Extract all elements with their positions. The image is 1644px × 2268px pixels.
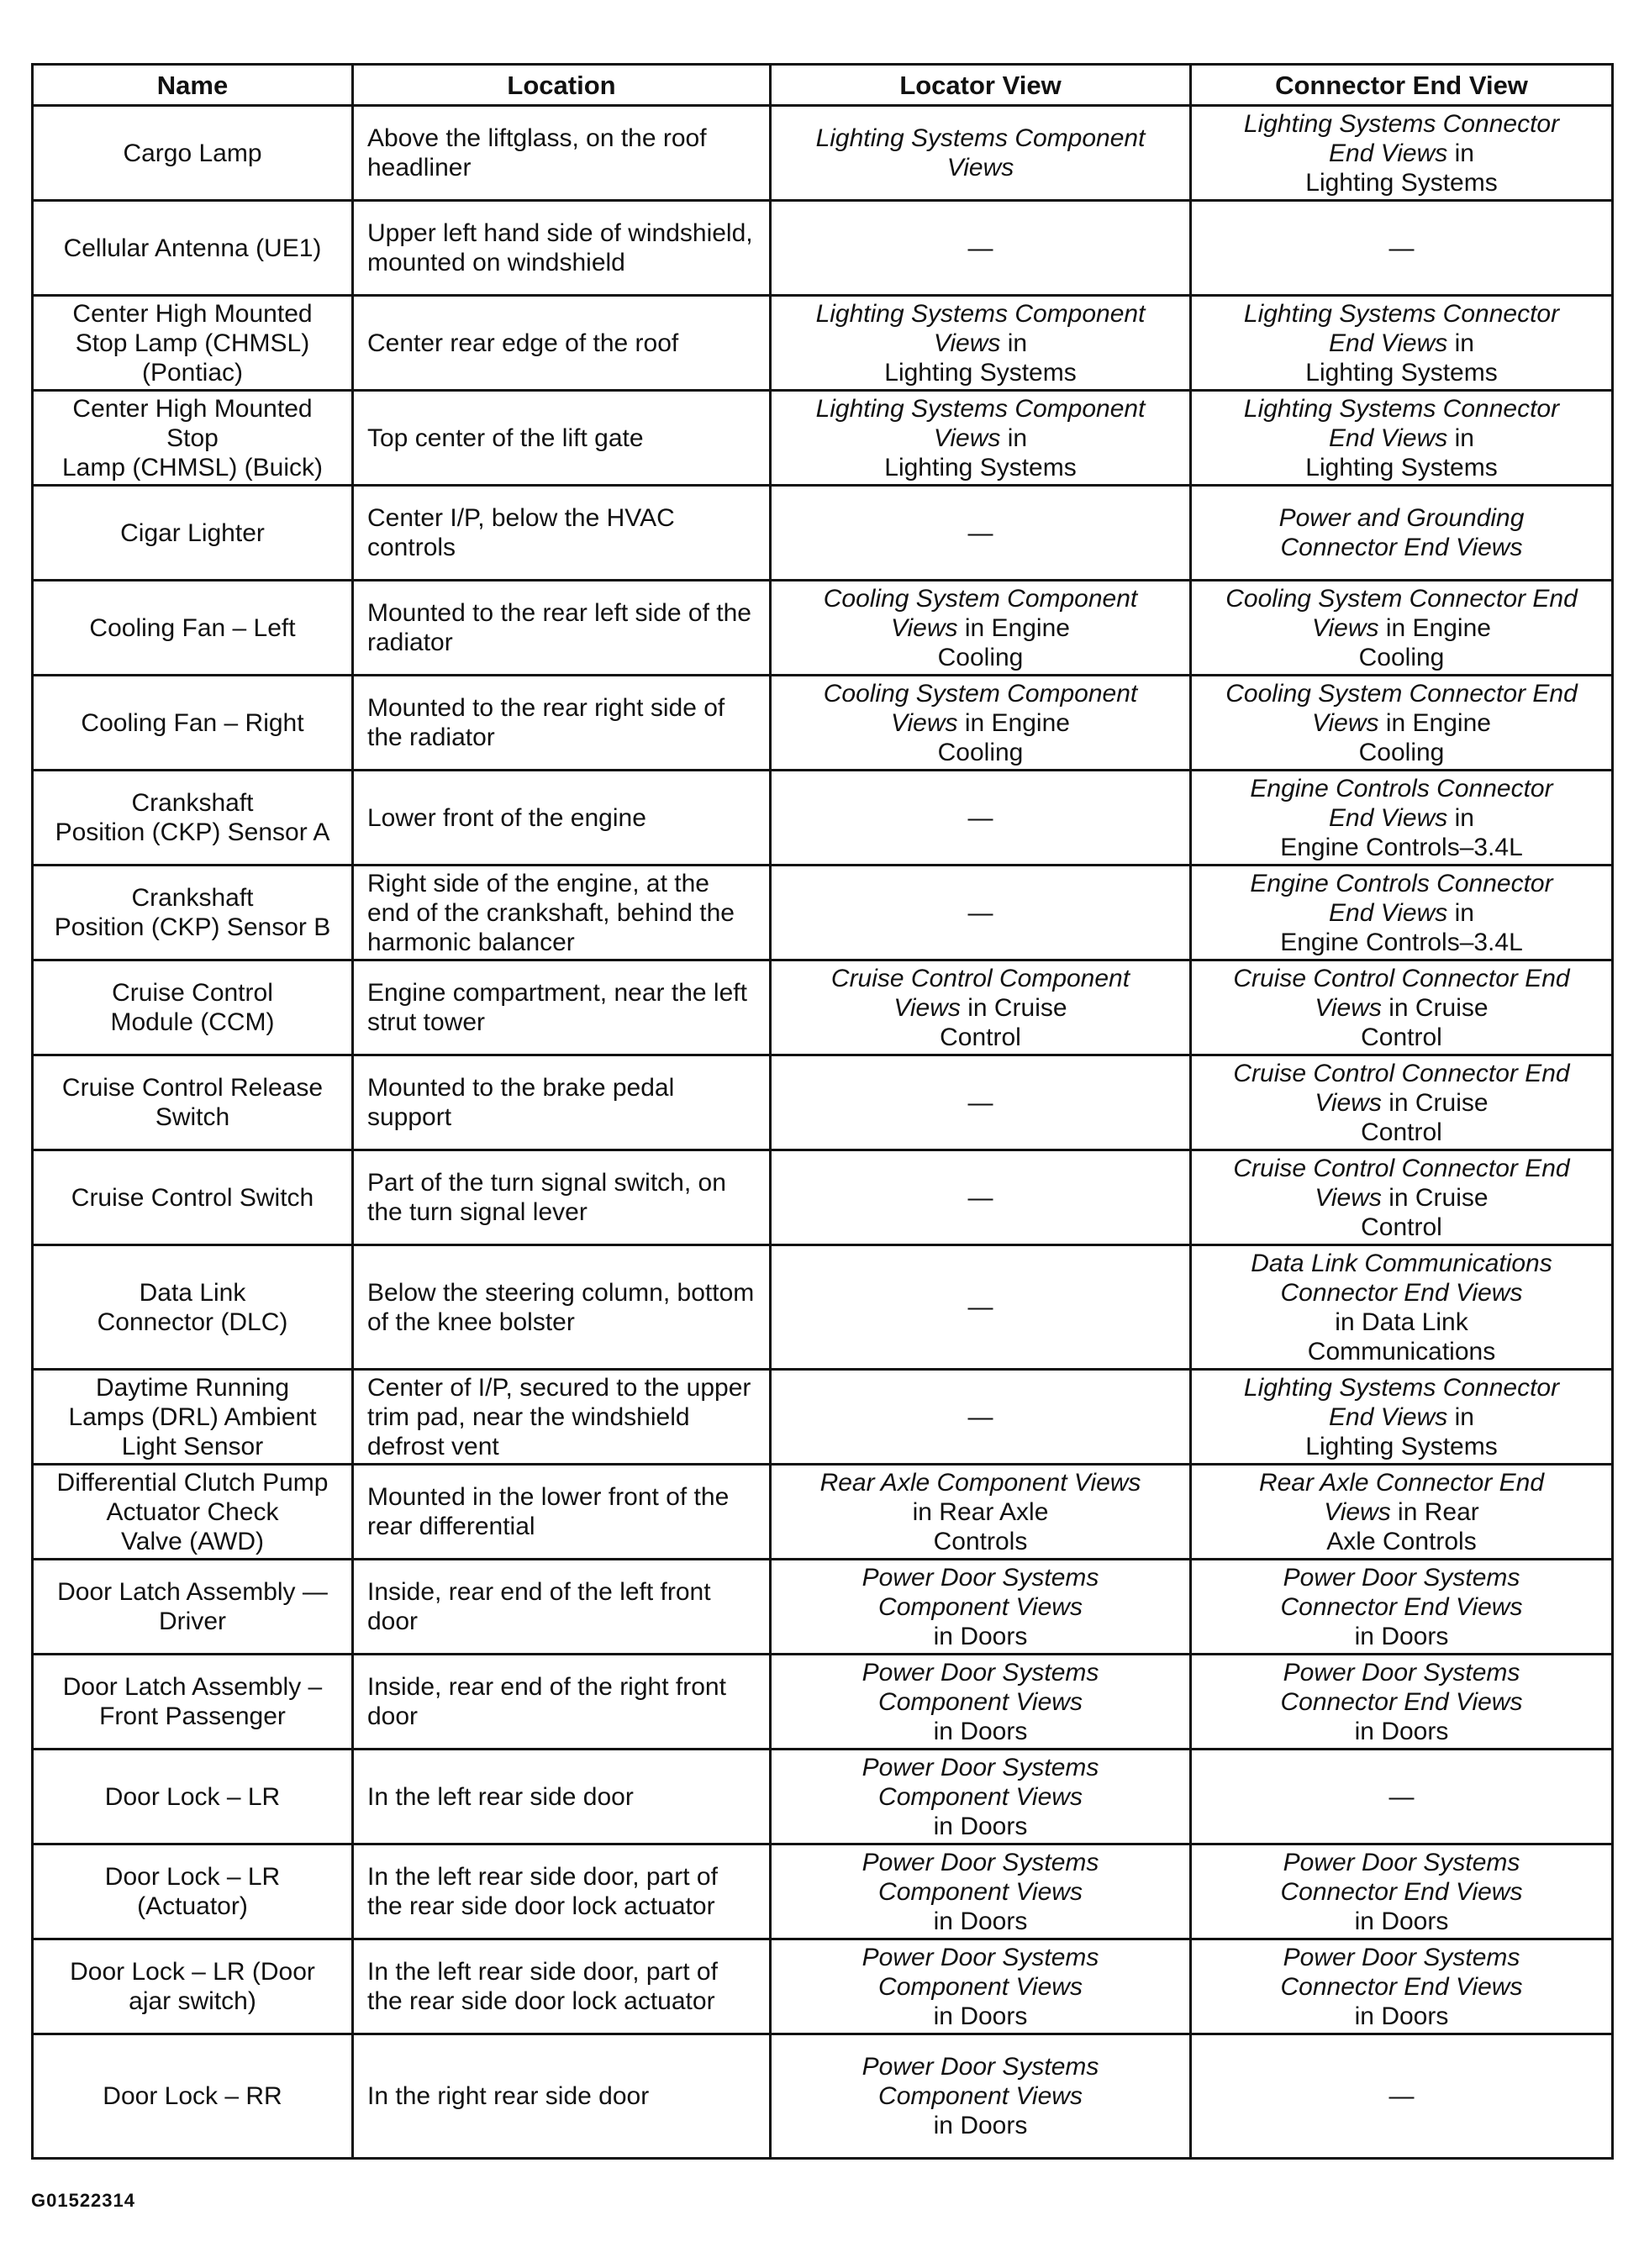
connector-view-ref: Cruise Control Connector End Views [1233,1059,1570,1117]
table-row [33,1655,1613,1750]
table-row [33,1370,1613,1465]
cell-connector-end-view [1191,960,1613,1055]
table-row [33,106,1613,201]
cell-connector-end-view [1191,106,1613,201]
header-name: Name [33,65,353,106]
connector-view-suffix: in Doors [1354,1717,1449,1745]
connector-view-ref: Lighting Systems Connector End Views [1243,109,1560,167]
cell-name: Cigar Lighter [33,486,353,581]
locator-view-suffix: in Lighting Systems [884,329,1077,387]
connector-view-suffix: in Cruise Control [1361,1183,1489,1241]
locator-view-ref: Power Door Systems Component Views [862,2053,1099,2110]
cell-name: Door Latch Assembly — Driver [33,1560,353,1655]
locator-view-ref: Cruise Control Component Views [830,964,1130,1022]
cell-connector-end-view [1191,201,1613,296]
cell-connector-end-view [1191,1055,1613,1150]
cell-location: Mounted to the brake pedal support [353,1055,771,1150]
cell-name: Door Lock – RR [33,2034,353,2159]
locator-view-ref: Lighting Systems Component Views [815,299,1146,357]
connector-view-suffix: in Lighting Systems [1305,139,1498,197]
connector-view-ref: Power Door Systems Connector End Views [1280,1658,1523,1716]
cell-location: Mounted to the rear left side of the radiator [353,581,771,676]
cell-location: In the left rear side door [353,1750,771,1844]
cell-name: Cruise Control Switch [33,1150,353,1245]
cell-name: Daytime Running Lamps (DRL) Ambient Light Sensor [33,1370,353,1465]
connector-view-ref: Power Door Systems Connector End Views [1280,1943,1523,2001]
locator-view-suffix: — [967,803,993,832]
cell-locator-view [771,296,1191,391]
component-locator-table-container [31,63,1611,2160]
cell-locator-view [771,1055,1191,1150]
cell-connector-end-view [1191,1370,1613,1465]
cell-connector-end-view [1191,866,1613,960]
cell-locator-view [771,1750,1191,1844]
connector-view-ref: Power Door Systems Connector End Views [1280,1563,1523,1621]
cell-location: Mounted in the lower front of the rear differential [353,1465,771,1560]
table-row [33,771,1613,866]
table-row [33,581,1613,676]
table-row [33,391,1613,486]
cell-connector-end-view [1191,1655,1613,1750]
connector-view-ref: Engine Controls Connector End Views [1250,869,1553,927]
cell-name: Door Lock – LR [33,1750,353,1844]
locator-view-ref: Rear Axle Component Views [819,1468,1141,1497]
table-row [33,201,1613,296]
component-locator-table [31,63,1614,2160]
cell-location: Part of the turn signal switch, on the turn signal lever [353,1150,771,1245]
cell-location: Lower front of the engine [353,771,771,866]
cell-connector-end-view [1191,296,1613,391]
cell-connector-end-view [1191,1245,1613,1370]
cell-location: Inside, rear end of the right front door [353,1655,771,1750]
cell-connector-end-view [1191,1465,1613,1560]
cell-locator-view [771,1560,1191,1655]
cell-connector-end-view [1191,2034,1613,2159]
header-connector-end-view: Connector End View [1191,65,1613,106]
cell-connector-end-view [1191,486,1613,581]
cell-locator-view [771,106,1191,201]
table-row [33,1150,1613,1245]
connector-view-ref: Cruise Control Connector End Views [1233,1154,1570,1212]
cell-name: Cruise Control Release Switch [33,1055,353,1150]
locator-view-suffix: in Doors [933,1812,1028,1840]
locator-view-ref: Power Door Systems Component Views [862,1753,1099,1811]
cell-location: Right side of the engine, at the end of the crankshaft, behind the harmonic balancer [353,866,771,960]
connector-view-suffix: — [1388,234,1415,262]
cell-connector-end-view [1191,1844,1613,1939]
cell-locator-view [771,1150,1191,1245]
table-row [33,960,1613,1055]
connector-view-ref: Lighting Systems Connector End Views [1243,394,1560,452]
locator-view-suffix: in Cruise Control [940,993,1067,1051]
cell-name: Crankshaft Position (CKP) Sensor B [33,866,353,960]
locator-view-ref: Cooling System Component Views [823,584,1138,642]
cell-connector-end-view [1191,1750,1613,1844]
cell-connector-end-view [1191,1560,1613,1655]
table-row [33,866,1613,960]
table-row [33,296,1613,391]
connector-view-suffix: in Lighting Systems [1305,424,1498,481]
cell-name: Crankshaft Position (CKP) Sensor A [33,771,353,866]
connector-view-ref: Power Door Systems Connector End Views [1280,1848,1523,1906]
locator-view-ref: Power Door Systems Component Views [862,1563,1099,1621]
cell-connector-end-view [1191,676,1613,771]
connector-view-ref: Engine Controls Connector End Views [1250,774,1553,832]
cell-locator-view [771,2034,1191,2159]
cell-name: Cargo Lamp [33,106,353,201]
cell-location: Upper left hand side of windshield, mounted on windshield [353,201,771,296]
locator-view-suffix: — [967,518,993,547]
cell-locator-view [771,1370,1191,1465]
cell-connector-end-view [1191,1939,1613,2034]
locator-view-suffix: — [967,1402,993,1431]
locator-view-suffix: — [967,1183,993,1212]
table-row [33,1055,1613,1150]
locator-view-suffix: in Doors [933,1717,1028,1745]
locator-view-ref: Lighting Systems Component Views [815,394,1146,452]
figure-code: G01522314 [31,2190,135,2211]
locator-view-suffix: in Engine Cooling [937,613,1070,671]
table-body [33,106,1613,2159]
cell-locator-view [771,771,1191,866]
locator-view-ref: Power Door Systems Component Views [862,1848,1099,1906]
cell-name: Center High Mounted Stop Lamp (CHMSL) (Pontiac) [33,296,353,391]
locator-view-suffix: in Doors [933,1622,1028,1650]
connector-view-suffix: in Engine Controls–3.4L [1280,803,1523,861]
cell-name: Cellular Antenna (UE1) [33,201,353,296]
locator-view-suffix: — [967,1293,993,1321]
cell-location: Center I/P, below the HVAC controls [353,486,771,581]
locator-view-suffix: — [967,898,993,927]
locator-view-suffix: in Rear Axle Controls [912,1497,1049,1555]
connector-view-ref: Data Link Communications Connector End Views [1251,1249,1552,1307]
connector-view-suffix: in Doors [1354,1622,1449,1650]
connector-view-ref: Power and Grounding Connector End Views [1278,504,1525,561]
cell-locator-view [771,1939,1191,2034]
connector-view-suffix: in Engine Controls–3.4L [1280,898,1523,956]
locator-view-ref: Lighting Systems Component Views [815,124,1146,182]
table-row [33,1750,1613,1844]
table-header-row [33,65,1613,106]
header-location: Location [353,65,771,106]
connector-view-ref: Cooling System Connector End Views [1225,584,1578,642]
cell-connector-end-view [1191,771,1613,866]
cell-location: Above the liftglass, on the roof headliner [353,106,771,201]
connector-view-ref: Cruise Control Connector End Views [1233,964,1570,1022]
connector-view-suffix: in Lighting Systems [1305,329,1498,387]
cell-locator-view [771,1844,1191,1939]
cell-connector-end-view [1191,581,1613,676]
locator-view-suffix: — [967,1088,993,1117]
cell-name: Door Lock – LR (Door ajar switch) [33,1939,353,2034]
cell-locator-view [771,1465,1191,1560]
cell-location: Center of I/P, secured to the upper trim pad, near the windshield defrost vent [353,1370,771,1465]
cell-location: Center rear edge of the roof [353,296,771,391]
table-row [33,1560,1613,1655]
cell-name: Center High Mounted Stop Lamp (CHMSL) (Buick) [33,391,353,486]
connector-view-suffix: — [1388,2082,1415,2110]
cell-locator-view [771,486,1191,581]
locator-view-ref: Cooling System Component Views [823,679,1138,737]
cell-location: Mounted to the rear right side of the radiator [353,676,771,771]
cell-locator-view [771,676,1191,771]
cell-locator-view [771,866,1191,960]
locator-view-ref: Power Door Systems Component Views [862,1658,1099,1716]
cell-locator-view [771,201,1191,296]
connector-view-ref: Cooling System Connector End Views [1225,679,1578,737]
cell-locator-view [771,391,1191,486]
cell-name: Data Link Connector (DLC) [33,1245,353,1370]
cell-location: Inside, rear end of the left front door [353,1560,771,1655]
table-row [33,1844,1613,1939]
cell-name: Cruise Control Module (CCM) [33,960,353,1055]
cell-connector-end-view [1191,1150,1613,1245]
cell-location: Below the steering column, bottom of the knee bolster [353,1245,771,1370]
connector-view-ref: Lighting Systems Connector End Views [1243,1373,1560,1431]
cell-name: Door Latch Assembly – Front Passenger [33,1655,353,1750]
locator-view-suffix: — [967,234,993,262]
cell-location: Engine compartment, near the left strut tower [353,960,771,1055]
table-row [33,676,1613,771]
table-row [33,1245,1613,1370]
header-locator-view: Locator View [771,65,1191,106]
cell-name: Cooling Fan – Left [33,581,353,676]
table-row [33,1465,1613,1560]
cell-location: Top center of the lift gate [353,391,771,486]
connector-view-suffix: in Cruise Control [1361,1088,1489,1146]
locator-view-suffix: in Lighting Systems [884,424,1077,481]
connector-view-suffix: in Doors [1354,1907,1449,1935]
locator-view-suffix: in Doors [933,1907,1028,1935]
cell-location: In the right rear side door [353,2034,771,2159]
table-row [33,1939,1613,2034]
connector-view-suffix: in Data Link Communications [1307,1308,1496,1366]
connector-view-ref: Lighting Systems Connector End Views [1243,299,1560,357]
cell-connector-end-view [1191,391,1613,486]
cell-location: In the left rear side door, part of the rear side door lock actuator [353,1939,771,2034]
locator-view-suffix: in Doors [933,2112,1028,2139]
connector-view-suffix: in Cruise Control [1361,993,1489,1051]
connector-view-suffix: — [1388,1782,1415,1811]
locator-view-suffix: in Doors [933,2002,1028,2030]
connector-view-suffix: in Engine Cooling [1358,708,1491,766]
connector-view-ref: Rear Axle Connector End Views [1258,1468,1545,1526]
cell-locator-view [771,581,1191,676]
connector-view-suffix: in Doors [1354,2002,1449,2030]
cell-name: Cooling Fan – Right [33,676,353,771]
locator-view-suffix: in Engine Cooling [937,708,1070,766]
cell-locator-view [771,960,1191,1055]
cell-name: Differential Clutch Pump Actuator Check Valve (AWD) [33,1465,353,1560]
connector-view-suffix: in Lighting Systems [1305,1402,1498,1460]
cell-location: In the left rear side door, part of the rear side door lock actuator [353,1844,771,1939]
cell-locator-view [771,1245,1191,1370]
table-row [33,486,1613,581]
cell-locator-view [771,1655,1191,1750]
cell-name: Door Lock – LR (Actuator) [33,1844,353,1939]
locator-view-ref: Power Door Systems Component Views [862,1943,1099,2001]
connector-view-suffix: in Engine Cooling [1358,613,1491,671]
connector-view-suffix: in Rear Axle Controls [1326,1497,1479,1555]
table-row [33,2034,1613,2159]
